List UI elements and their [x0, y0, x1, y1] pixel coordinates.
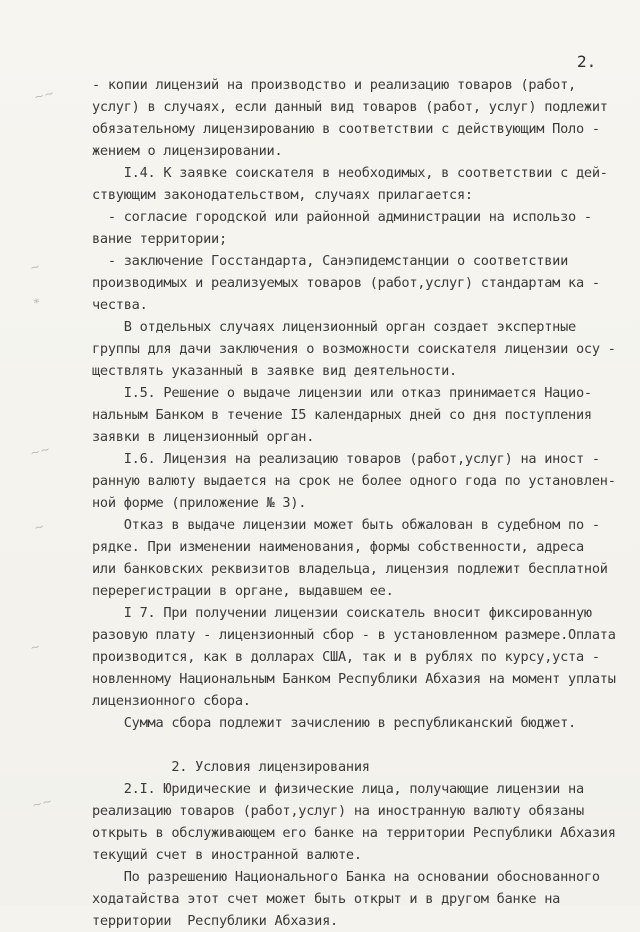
text-line: Отказ в выдаче лицензии может быть обжалован в судебном по - — [92, 517, 600, 533]
text-line: обязательному лицензированию в соответствии с действующим Поло - — [92, 121, 600, 137]
text-line: производимых и реализуемых товаров (работ,услуг) стандартам ка - — [92, 275, 600, 291]
text-line — [92, 734, 616, 756]
margin-annotation: * — [32, 295, 42, 311]
margin-annotation: ~ — [28, 258, 42, 276]
text-line: - согласие городской или районной администрации на использо - — [92, 209, 592, 225]
text-line: заявки в лицензионный орган. — [92, 429, 315, 445]
margin-annotation: ~~ — [28, 441, 52, 461]
margin-annotation: ~ — [32, 518, 46, 536]
text-line: I.4. К заявке соискателя в необходимых, в соответствии с дей- — [92, 165, 608, 181]
text-line: Сумма сбора подлежит зачислению в республиканский бюджет. — [92, 715, 576, 731]
margin-annotation: ~~ — [30, 793, 54, 813]
text-line: I.6. Лицензия на реализацию товаров (работ,услуг) на иност - — [92, 451, 600, 467]
page-number: 2. — [577, 52, 597, 71]
text-line: открыть в обслуживающем его банке на территории Республики Абхазия — [92, 825, 616, 841]
text-line: текущий счет в иностранной валюте. — [92, 847, 362, 863]
text-line: лицензионного сбора. — [92, 693, 251, 709]
text-line: - заключение Госстандарта, Санэпидемстанции о соответствии — [92, 253, 569, 269]
text-line: ранную валюту выдается на срок не более одного года по установлен- — [92, 473, 616, 489]
text-line: нальным Банком в течение I5 календарных дней со дня поступления — [92, 407, 592, 423]
text-line: ходатайства этот счет может быть открыт и в другом банке на — [92, 891, 561, 907]
text-line: вание территории; — [92, 231, 227, 247]
margin-annotation: ~ — [28, 638, 42, 656]
text-line: территории Республики Абхазия. — [92, 913, 338, 929]
text-line: перерегистрации в органе, выдавшем ее. — [92, 583, 394, 599]
document-body — [92, 74, 616, 932]
text-line: рядке. При изменении наименования, формы собственности, адреса — [92, 539, 584, 555]
text-line: 2.I. Юридические и физические лица, получающие лицензии на — [92, 781, 584, 797]
text-line: ществлять указанный в заявке вид деятельности. — [92, 363, 457, 379]
text-line: ной форме (приложение № 3). — [92, 495, 307, 511]
text-line: производится, как в долларах США, так и в рублях по курсу,уста - — [92, 649, 600, 665]
text-line: чества. — [92, 297, 148, 313]
margin-annotation: ~~ — [32, 85, 56, 105]
text-line: I.5. Решение о выдаче лицензии или отказ принимается Нацио- — [92, 385, 592, 401]
text-line: 2. Условия лицензирования — [92, 759, 370, 775]
text-line: I 7. При получении лицензии соискатель вносит фиксированную — [92, 605, 592, 621]
text-line: В отдельных случаях лицензионный орган создает экспертные — [92, 319, 576, 335]
text-line: - копии лицензий на производство и реализацию товаров (работ, — [92, 77, 576, 93]
text-line: жением о лицензировании. — [92, 143, 283, 159]
text-line: услуг) в случаях, если данный вид товаров (работ, услуг) подлежит — [92, 99, 608, 115]
text-line: или банковских реквизитов владельца, лицензия подлежит бесплатной — [92, 561, 608, 577]
text-line: ствующим законодательством, случаях прилагается: — [92, 187, 473, 203]
text-line: реализацию товаров (работ,услуг) на иностранную валюту обязаны — [92, 803, 584, 819]
text-line: группы для дачи заключения о возможности соискателя лицензии осу - — [92, 341, 616, 357]
text-line: новленному Национальным Банком Республики Абхазия на момент уплаты — [92, 671, 616, 687]
text-line: разовую плату - лицензионный сбор - в установленном размере.Оплата — [92, 627, 616, 643]
text-line: По разрешению Национального Банка на основании обоснованного — [92, 869, 600, 885]
